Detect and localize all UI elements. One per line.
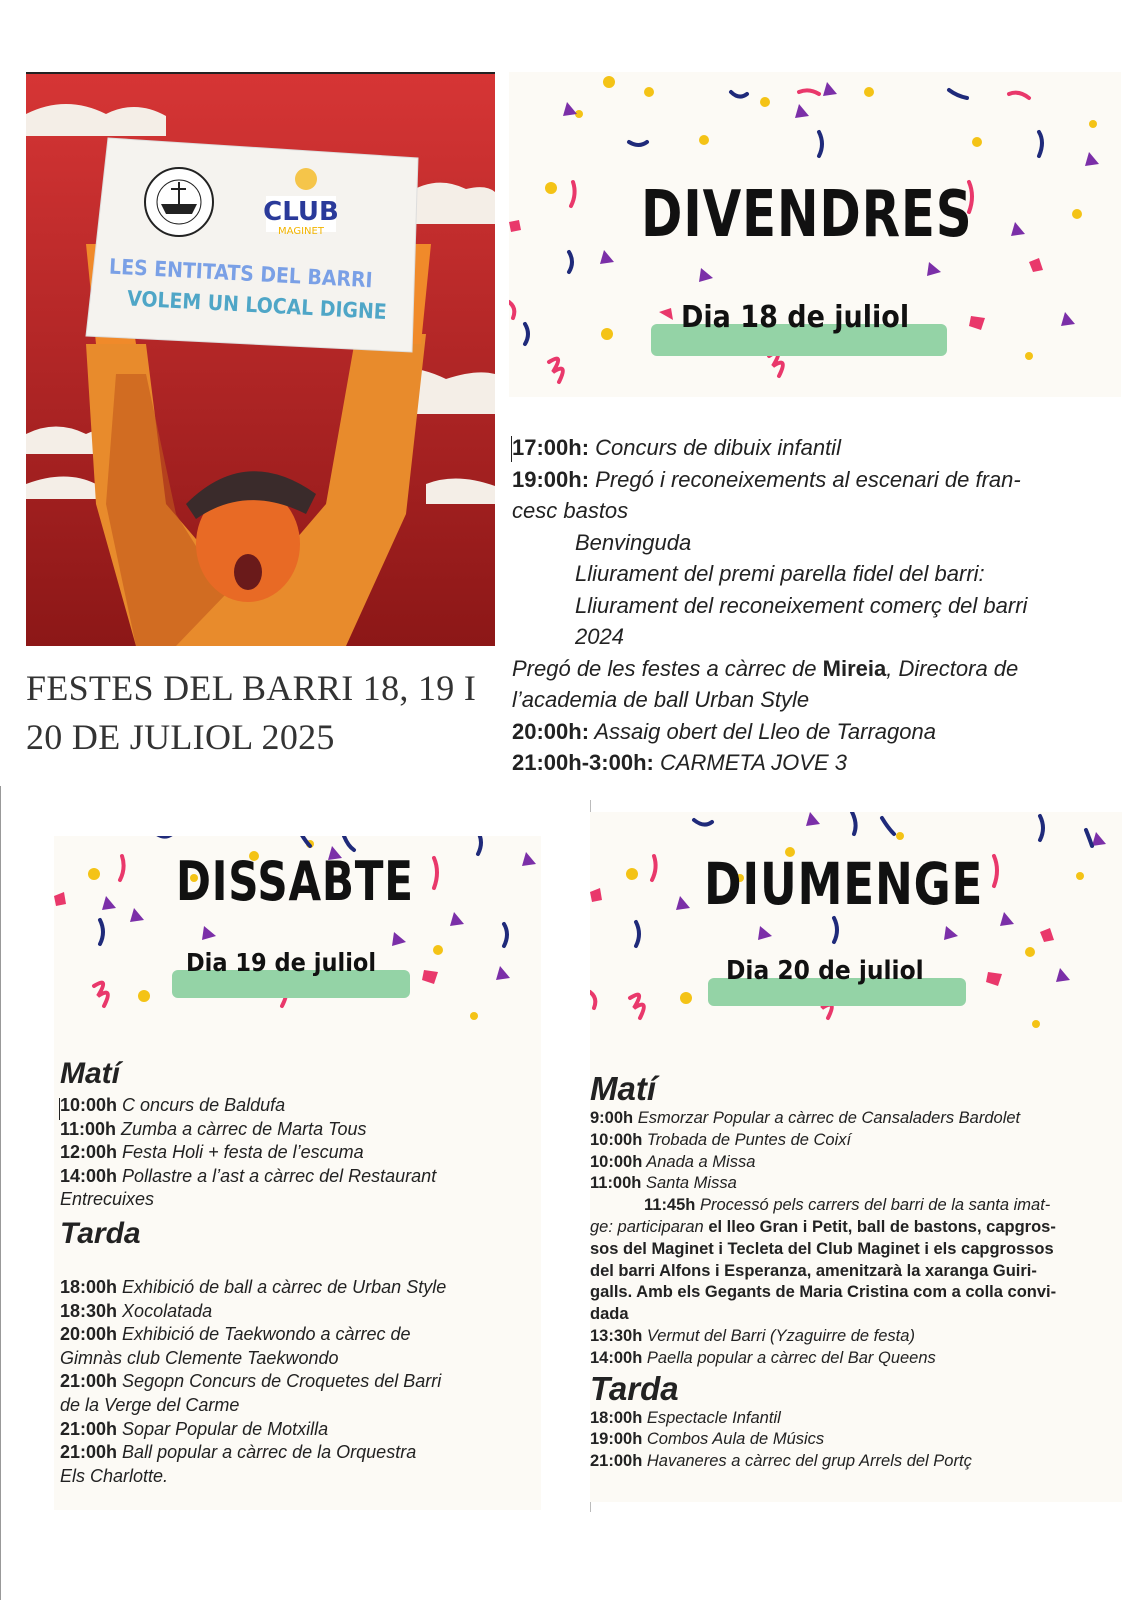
friday-header-panel — [509, 72, 1121, 397]
schedule-line: galls. Amb els Gegants de Maria Cristina com a colla convi- — [590, 1283, 1057, 1302]
page-edge-line — [0, 786, 1, 1600]
saturday-date: Dia 19 de juliol — [186, 948, 377, 977]
schedule-line: Lliurament del reconeixement comerç del barri — [575, 592, 1028, 618]
schedule-line: sos del Maginet i Tecleta del Club Maginet i els capgrossos — [590, 1239, 1054, 1258]
schedule-line: 11:00h Zumba a càrrec de Marta Tous — [60, 1118, 367, 1139]
schedule-line: 18:00h Espectacle Infantil — [590, 1408, 781, 1427]
sunday-title: DIUMENGE — [704, 850, 984, 918]
friday-schedule — [512, 432, 1112, 779]
schedule-line: ge: participaran el lleo Gran i Petit, ball de bastons, capgros- — [590, 1217, 1056, 1236]
schedule-line: 18:00h Exhibició de ball a càrrec de Urban Style — [60, 1276, 447, 1297]
festival-title — [26, 664, 506, 762]
schedule-line: 20:00h Exhibició de Taekwondo a càrrec de — [60, 1324, 411, 1345]
schedule-line: 21:00h Sopar Popular de Motxilla — [60, 1418, 329, 1439]
schedule-line: 21:00h-3:00h: CARMETA JOVE 3 — [512, 750, 847, 775]
festival-title-line1: FESTES DEL BARRI 18, 19 I — [26, 668, 477, 708]
schedule-line: 20:00h: Assaig obert del Lleo de Tarragona — [512, 718, 936, 744]
confetti-decoration — [590, 812, 1122, 1052]
schedule-line: cesc bastos — [512, 498, 629, 523]
festival-title-line2: 20 DE JULIOL 2025 — [26, 717, 335, 757]
schedule-line: Lliurament del premi parella fidel del barri: — [575, 561, 985, 586]
schedule-line: 14:00h Pollastre a l’ast a càrrec del Restaurant — [60, 1165, 437, 1186]
friday-title: DIVENDRES — [641, 178, 973, 252]
section-heading-tarda: Tarda — [590, 1369, 679, 1407]
schedule-line: dada — [590, 1305, 629, 1324]
svg-text:MAGINET: MAGINET — [278, 226, 324, 237]
schedule-line: de la Verge del Carme — [60, 1394, 240, 1415]
schedule-line: 17:00h: Concurs de dibuix infantil — [512, 435, 841, 460]
schedule-line: 13:30h Vermut del Barri (Yzaguirre de festa) — [590, 1326, 915, 1345]
poster-image — [26, 72, 495, 646]
schedule-line: 11:00h Santa Missa — [590, 1174, 737, 1193]
schedule-line: 21:00h Segopn Concurs de Croquetes del Barri — [60, 1371, 442, 1392]
schedule-line: 11:45h Processó pels carrers del barri de la santa imat- — [644, 1196, 1051, 1215]
saturday-schedule — [60, 1054, 540, 1488]
schedule-line: 9:00h Esmorzar Popular a càrrec de Cansaladers Bardolet — [590, 1109, 1021, 1127]
sunday-schedule — [590, 1070, 1120, 1473]
schedule-line: 10:00h Trobada de Puntes de Coixí — [590, 1130, 852, 1149]
schedule-line: Gimnàs club Clemente Taekwondo — [60, 1347, 339, 1368]
schedule-line: 10:00h Anada a Missa — [590, 1152, 756, 1171]
schedule-line: del barri Alfons i Esperanza, amenitzarà la xaranga Guiri- — [590, 1261, 1037, 1280]
schedule-line: 21:00h Havaneres a càrrec del grup Arrels del Portç — [590, 1452, 972, 1471]
schedule-line: Benvinguda — [575, 529, 692, 555]
section-heading-mati: Matí — [60, 1057, 120, 1090]
sunday-date: Dia 20 de juliol — [726, 956, 924, 986]
section-heading-tarda: Tarda — [60, 1216, 141, 1250]
schedule-line: Pregó de les festes a càrrec de Mireia, Directora de — [512, 655, 1019, 681]
schedule-line: 10:00h C oncurs de Baldufa — [60, 1095, 286, 1115]
schedule-line: 19:00h: Pregó i reconeixements al escenari de fran- — [512, 466, 1021, 492]
schedule-line: 14:00h Paella popular a càrrec del Bar Queens — [590, 1348, 936, 1367]
banner-text-2: VOLEM UN LOCAL DIGNE — [126, 285, 388, 325]
schedule-line: 19:00h Combos Aula de Músics — [590, 1430, 825, 1449]
schedule-line: Els Charlotte. — [60, 1465, 169, 1486]
saturday-title: DISSABTE — [176, 850, 414, 913]
schedule-line: l’academia de ball Urban Style — [512, 687, 810, 712]
schedule-line: 12:00h Festa Holi + festa de l’escuma — [60, 1142, 364, 1163]
section-heading-mati: Matí — [590, 1070, 656, 1107]
svg-text:CLUB: CLUB — [263, 197, 339, 227]
friday-date: Dia 18 de juliol — [681, 300, 910, 335]
schedule-line: Entrecuixes — [60, 1189, 155, 1210]
schedule-line: 2024 — [575, 624, 624, 649]
banner-text-1: LES ENTITATS DEL BARRI — [108, 253, 374, 293]
schedule-line: 21:00h Ball popular a càrrec de la Orquestra — [60, 1442, 417, 1463]
schedule-line: 18:30h Xocolatada — [60, 1300, 213, 1321]
